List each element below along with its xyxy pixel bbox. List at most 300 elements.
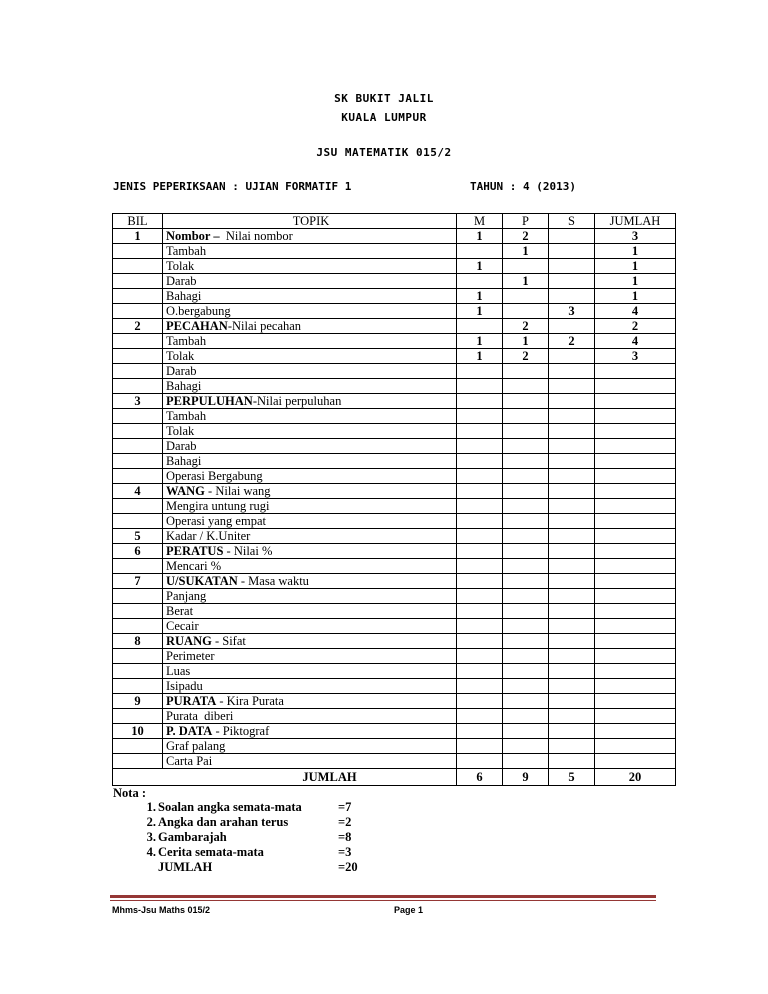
topik-cell	[163, 544, 457, 559]
topik-cell	[163, 454, 457, 469]
subject-title: JSU MATEMATIK 015/2	[316, 146, 452, 159]
topik-cell	[163, 604, 457, 619]
total-label: JUMLAH	[113, 769, 457, 786]
m-cell	[457, 709, 503, 724]
topik-text: Mengira untung rugi	[166, 499, 270, 513]
m-cell: 1	[457, 334, 503, 349]
m-cell	[457, 244, 503, 259]
bil-cell	[113, 244, 163, 259]
p-cell	[503, 484, 549, 499]
s-cell	[549, 349, 595, 364]
bil-cell	[113, 259, 163, 274]
jumlah-cell	[595, 739, 676, 754]
topik-cell	[163, 379, 457, 394]
bil-cell	[113, 589, 163, 604]
p-cell	[503, 574, 549, 589]
topik-cell	[163, 469, 457, 484]
s-cell	[549, 574, 595, 589]
s-cell	[549, 409, 595, 424]
jumlah-cell	[595, 574, 676, 589]
bil-cell	[113, 379, 163, 394]
note-value: =7	[338, 800, 352, 814]
s-cell	[549, 289, 595, 304]
topik-heading: PERPULUHAN	[166, 394, 253, 408]
topik-text: Nilai nombor	[222, 229, 293, 243]
p-cell	[503, 454, 549, 469]
m-cell	[457, 499, 503, 514]
m-cell	[457, 559, 503, 574]
topik-cell	[163, 619, 457, 634]
bil-cell	[113, 274, 163, 289]
topik-text: Purata diberi	[166, 709, 234, 723]
s-cell	[549, 379, 595, 394]
city-name: KUALA LUMPUR	[341, 111, 427, 124]
bil-cell	[113, 559, 163, 574]
bil-cell	[113, 334, 163, 349]
table-row	[113, 754, 676, 769]
table-row	[113, 544, 676, 559]
topik-text: Tolak	[166, 424, 195, 438]
topik-cell	[163, 574, 457, 589]
s-cell	[549, 364, 595, 379]
table-row	[113, 634, 676, 649]
topik-text: Isipadu	[166, 679, 203, 693]
topik-text: - Nilai wang	[204, 484, 271, 498]
s-cell	[549, 664, 595, 679]
notes-list	[134, 800, 394, 875]
p-cell: 2	[503, 349, 549, 364]
p-cell	[503, 289, 549, 304]
bil-cell: 3	[113, 394, 163, 409]
topik-cell	[163, 559, 457, 574]
jumlah-cell	[595, 709, 676, 724]
note-number: 2.	[146, 815, 156, 829]
table-row	[113, 259, 676, 274]
topik-text: Bahagi	[166, 379, 202, 393]
page-number: Page 1	[394, 905, 424, 915]
note-item	[134, 800, 394, 815]
s-cell	[549, 259, 595, 274]
bil-cell: 8	[113, 634, 163, 649]
topik-cell	[163, 634, 457, 649]
p-cell	[503, 394, 549, 409]
bil-cell	[113, 289, 163, 304]
jumlah-cell	[595, 559, 676, 574]
note-value: =8	[338, 830, 352, 844]
topik-cell	[163, 664, 457, 679]
bil-cell	[113, 454, 163, 469]
topik-text: - Piktograf	[212, 724, 270, 738]
bil-cell	[113, 679, 163, 694]
bil-cell	[113, 349, 163, 364]
s-cell	[549, 469, 595, 484]
total-m: 6	[457, 769, 503, 786]
s-cell	[549, 424, 595, 439]
p-cell	[503, 619, 549, 634]
table-header-row	[113, 214, 676, 229]
table-row	[113, 709, 676, 724]
table-row	[113, 724, 676, 739]
s-cell	[549, 394, 595, 409]
s-cell	[549, 454, 595, 469]
bil-cell: 7	[113, 574, 163, 589]
table-row	[113, 379, 676, 394]
footer-rule-thick	[110, 895, 656, 898]
bil-cell	[113, 604, 163, 619]
m-cell	[457, 274, 503, 289]
topik-cell	[163, 754, 457, 769]
s-cell	[549, 439, 595, 454]
table-row	[113, 394, 676, 409]
bil-cell: 6	[113, 544, 163, 559]
topik-cell	[163, 514, 457, 529]
topik-text: Tolak	[166, 349, 195, 363]
topik-cell	[163, 529, 457, 544]
topik-text: Carta Pai	[166, 754, 213, 768]
p-cell	[503, 499, 549, 514]
p-cell	[503, 589, 549, 604]
col-header-m: M	[457, 214, 503, 229]
topik-text: Panjang	[166, 589, 207, 603]
topik-cell	[163, 679, 457, 694]
s-cell	[549, 619, 595, 634]
note-item	[134, 845, 394, 860]
topik-text: -Nilai pecahan	[227, 319, 302, 333]
bil-cell	[113, 499, 163, 514]
footer-rule-thin	[110, 900, 656, 901]
bil-cell	[113, 409, 163, 424]
total-p: 9	[503, 769, 549, 786]
note-value: =20	[338, 860, 358, 874]
jumlah-cell	[595, 409, 676, 424]
note-text: Gambarajah	[158, 830, 227, 844]
topik-cell	[163, 589, 457, 604]
s-cell	[549, 694, 595, 709]
p-cell	[503, 469, 549, 484]
topik-heading: RUANG	[166, 634, 212, 648]
jumlah-cell: 1	[595, 244, 676, 259]
m-cell	[457, 724, 503, 739]
s-cell	[549, 754, 595, 769]
m-cell	[457, 469, 503, 484]
table-row	[113, 619, 676, 634]
col-header-topik: TOPIK	[163, 214, 457, 229]
p-cell	[503, 664, 549, 679]
m-cell: 1	[457, 349, 503, 364]
m-cell	[457, 484, 503, 499]
jumlah-cell	[595, 544, 676, 559]
topik-text: Operasi yang empat	[166, 514, 266, 528]
s-cell	[549, 244, 595, 259]
jumlah-cell	[595, 589, 676, 604]
topik-text: Mencari %	[166, 559, 222, 573]
p-cell	[503, 364, 549, 379]
jumlah-cell: 3	[595, 349, 676, 364]
s-cell	[549, 604, 595, 619]
exam-year: TAHUN : 4 (2013)	[470, 180, 576, 193]
m-cell	[457, 649, 503, 664]
col-header-s: S	[549, 214, 595, 229]
jumlah-cell	[595, 499, 676, 514]
jumlah-cell	[595, 364, 676, 379]
jumlah-cell	[595, 484, 676, 499]
s-cell	[549, 319, 595, 334]
topik-cell	[163, 739, 457, 754]
note-number: 1.	[146, 800, 156, 814]
p-cell	[503, 709, 549, 724]
topik-cell	[163, 724, 457, 739]
table-row	[113, 334, 676, 349]
topik-text: Tolak	[166, 259, 195, 273]
jumlah-cell: 1	[595, 259, 676, 274]
s-cell	[549, 739, 595, 754]
table-total-row	[113, 769, 676, 786]
table-row	[113, 559, 676, 574]
jumlah-cell	[595, 469, 676, 484]
bil-cell: 1	[113, 229, 163, 244]
s-cell	[549, 589, 595, 604]
table-row	[113, 679, 676, 694]
table-row	[113, 499, 676, 514]
topik-cell	[163, 394, 457, 409]
p-cell	[503, 544, 549, 559]
table-row	[113, 454, 676, 469]
jumlah-cell	[595, 454, 676, 469]
col-header-jumlah: JUMLAH	[595, 214, 676, 229]
s-cell: 2	[549, 334, 595, 349]
p-cell	[503, 694, 549, 709]
table-row	[113, 529, 676, 544]
jumlah-cell	[595, 664, 676, 679]
bil-cell	[113, 364, 163, 379]
topik-cell	[163, 349, 457, 364]
topik-cell	[163, 499, 457, 514]
topik-text: Luas	[166, 664, 191, 678]
p-cell	[503, 559, 549, 574]
topik-heading: P. DATA	[166, 724, 213, 738]
m-cell	[457, 514, 503, 529]
total-s: 5	[549, 769, 595, 786]
p-cell	[503, 379, 549, 394]
jumlah-cell	[595, 724, 676, 739]
notes-title: Nota :	[113, 786, 146, 800]
note-item	[134, 860, 394, 875]
s-cell	[549, 634, 595, 649]
jumlah-cell	[595, 754, 676, 769]
note-item	[134, 830, 394, 845]
jumlah-cell	[595, 424, 676, 439]
p-cell	[503, 634, 549, 649]
m-cell: 1	[457, 259, 503, 274]
jumlah-cell: 4	[595, 304, 676, 319]
note-text: Cerita semata-mata	[158, 845, 264, 859]
table-row	[113, 604, 676, 619]
exam-type: JENIS PEPERIKSAAN : UJIAN FORMATIF 1	[113, 180, 352, 193]
topik-cell	[163, 649, 457, 664]
p-cell	[503, 679, 549, 694]
jumlah-cell	[595, 619, 676, 634]
m-cell	[457, 409, 503, 424]
topik-text: Bahagi	[166, 454, 202, 468]
note-number: 4.	[146, 845, 156, 859]
topik-cell	[163, 334, 457, 349]
jumlah-cell	[595, 679, 676, 694]
p-cell	[503, 604, 549, 619]
total-jumlah: 20	[595, 769, 676, 786]
table-row	[113, 274, 676, 289]
topik-cell	[163, 709, 457, 724]
s-cell	[549, 559, 595, 574]
col-header-bil: BIL	[113, 214, 163, 229]
topik-cell	[163, 229, 457, 244]
s-cell	[549, 724, 595, 739]
table-row	[113, 289, 676, 304]
m-cell	[457, 394, 503, 409]
p-cell	[503, 259, 549, 274]
topik-cell	[163, 274, 457, 289]
table-row	[113, 484, 676, 499]
s-cell	[549, 484, 595, 499]
p-cell	[503, 304, 549, 319]
topik-heading: PERATUS	[166, 544, 224, 558]
p-cell	[503, 724, 549, 739]
jumlah-cell	[595, 379, 676, 394]
jsu-table	[112, 213, 676, 786]
table-row	[113, 694, 676, 709]
topik-text: - Masa waktu	[237, 574, 309, 588]
topik-text: Darab	[166, 274, 197, 288]
table-row	[113, 229, 676, 244]
p-cell	[503, 439, 549, 454]
topik-cell	[163, 304, 457, 319]
p-cell: 1	[503, 244, 549, 259]
m-cell: 1	[457, 289, 503, 304]
topik-text: Bahagi	[166, 289, 202, 303]
m-cell	[457, 679, 503, 694]
s-cell	[549, 544, 595, 559]
topik-text: Darab	[166, 439, 197, 453]
note-value: =2	[338, 815, 352, 829]
bil-cell	[113, 619, 163, 634]
note-text: Angka dan arahan terus	[158, 815, 289, 829]
s-cell	[549, 679, 595, 694]
p-cell	[503, 514, 549, 529]
jumlah-cell: 3	[595, 229, 676, 244]
jumlah-cell: 4	[595, 334, 676, 349]
bil-cell: 2	[113, 319, 163, 334]
table-row	[113, 739, 676, 754]
table-row	[113, 319, 676, 334]
note-value: =3	[338, 845, 352, 859]
m-cell	[457, 439, 503, 454]
m-cell	[457, 529, 503, 544]
p-cell	[503, 529, 549, 544]
m-cell	[457, 544, 503, 559]
p-cell: 2	[503, 319, 549, 334]
m-cell	[457, 319, 503, 334]
jumlah-cell	[595, 439, 676, 454]
school-name: SK BUKIT JALIL	[334, 92, 434, 105]
topik-text: Cecair	[166, 619, 199, 633]
p-cell: 1	[503, 334, 549, 349]
topik-text: Tambah	[166, 244, 207, 258]
footer-left-text: Mhms-Jsu Maths 015/2	[112, 905, 211, 915]
topik-text: Graf palang	[166, 739, 226, 753]
note-item	[134, 815, 394, 830]
bil-cell	[113, 754, 163, 769]
topik-text: - Nilai %	[223, 544, 273, 558]
bil-cell	[113, 709, 163, 724]
topik-cell	[163, 424, 457, 439]
topik-cell	[163, 319, 457, 334]
topik-cell	[163, 244, 457, 259]
jumlah-cell: 1	[595, 289, 676, 304]
topik-text: - Kira Purata	[216, 694, 284, 708]
bil-cell	[113, 649, 163, 664]
table-row	[113, 514, 676, 529]
jumlah-cell	[595, 649, 676, 664]
table-row	[113, 664, 676, 679]
m-cell: 1	[457, 304, 503, 319]
jumlah-cell	[595, 529, 676, 544]
p-cell	[503, 739, 549, 754]
jumlah-cell	[595, 514, 676, 529]
p-cell	[503, 754, 549, 769]
table-row	[113, 304, 676, 319]
bil-cell	[113, 664, 163, 679]
topik-text: Kadar / K.Uniter	[166, 529, 251, 543]
table-row	[113, 469, 676, 484]
s-cell: 3	[549, 304, 595, 319]
topik-text: - Sifat	[211, 634, 246, 648]
m-cell	[457, 604, 503, 619]
bil-cell	[113, 469, 163, 484]
topik-heading: U/SUKATAN	[166, 574, 238, 588]
bil-cell	[113, 514, 163, 529]
p-cell: 2	[503, 229, 549, 244]
topik-cell	[163, 289, 457, 304]
jumlah-cell	[595, 604, 676, 619]
bil-cell	[113, 304, 163, 319]
table-row	[113, 409, 676, 424]
topik-text: O.bergabung	[166, 304, 231, 318]
m-cell	[457, 664, 503, 679]
bil-cell	[113, 739, 163, 754]
m-cell	[457, 379, 503, 394]
s-cell	[549, 499, 595, 514]
p-cell	[503, 424, 549, 439]
topik-cell	[163, 259, 457, 274]
topik-text: -Nilai perpuluhan	[252, 394, 342, 408]
m-cell	[457, 424, 503, 439]
topik-cell	[163, 409, 457, 424]
table-row	[113, 589, 676, 604]
m-cell	[457, 619, 503, 634]
table-row	[113, 349, 676, 364]
m-cell	[457, 574, 503, 589]
bil-cell: 10	[113, 724, 163, 739]
jumlah-cell: 1	[595, 274, 676, 289]
m-cell: 1	[457, 229, 503, 244]
topik-text: Tambah	[166, 334, 207, 348]
topik-text: Operasi Bergabung	[166, 469, 263, 483]
note-text: Soalan angka semata-mata	[158, 800, 302, 814]
topik-cell	[163, 694, 457, 709]
bil-cell: 5	[113, 529, 163, 544]
topik-cell	[163, 439, 457, 454]
jumlah-cell	[595, 634, 676, 649]
jumlah-cell	[595, 394, 676, 409]
